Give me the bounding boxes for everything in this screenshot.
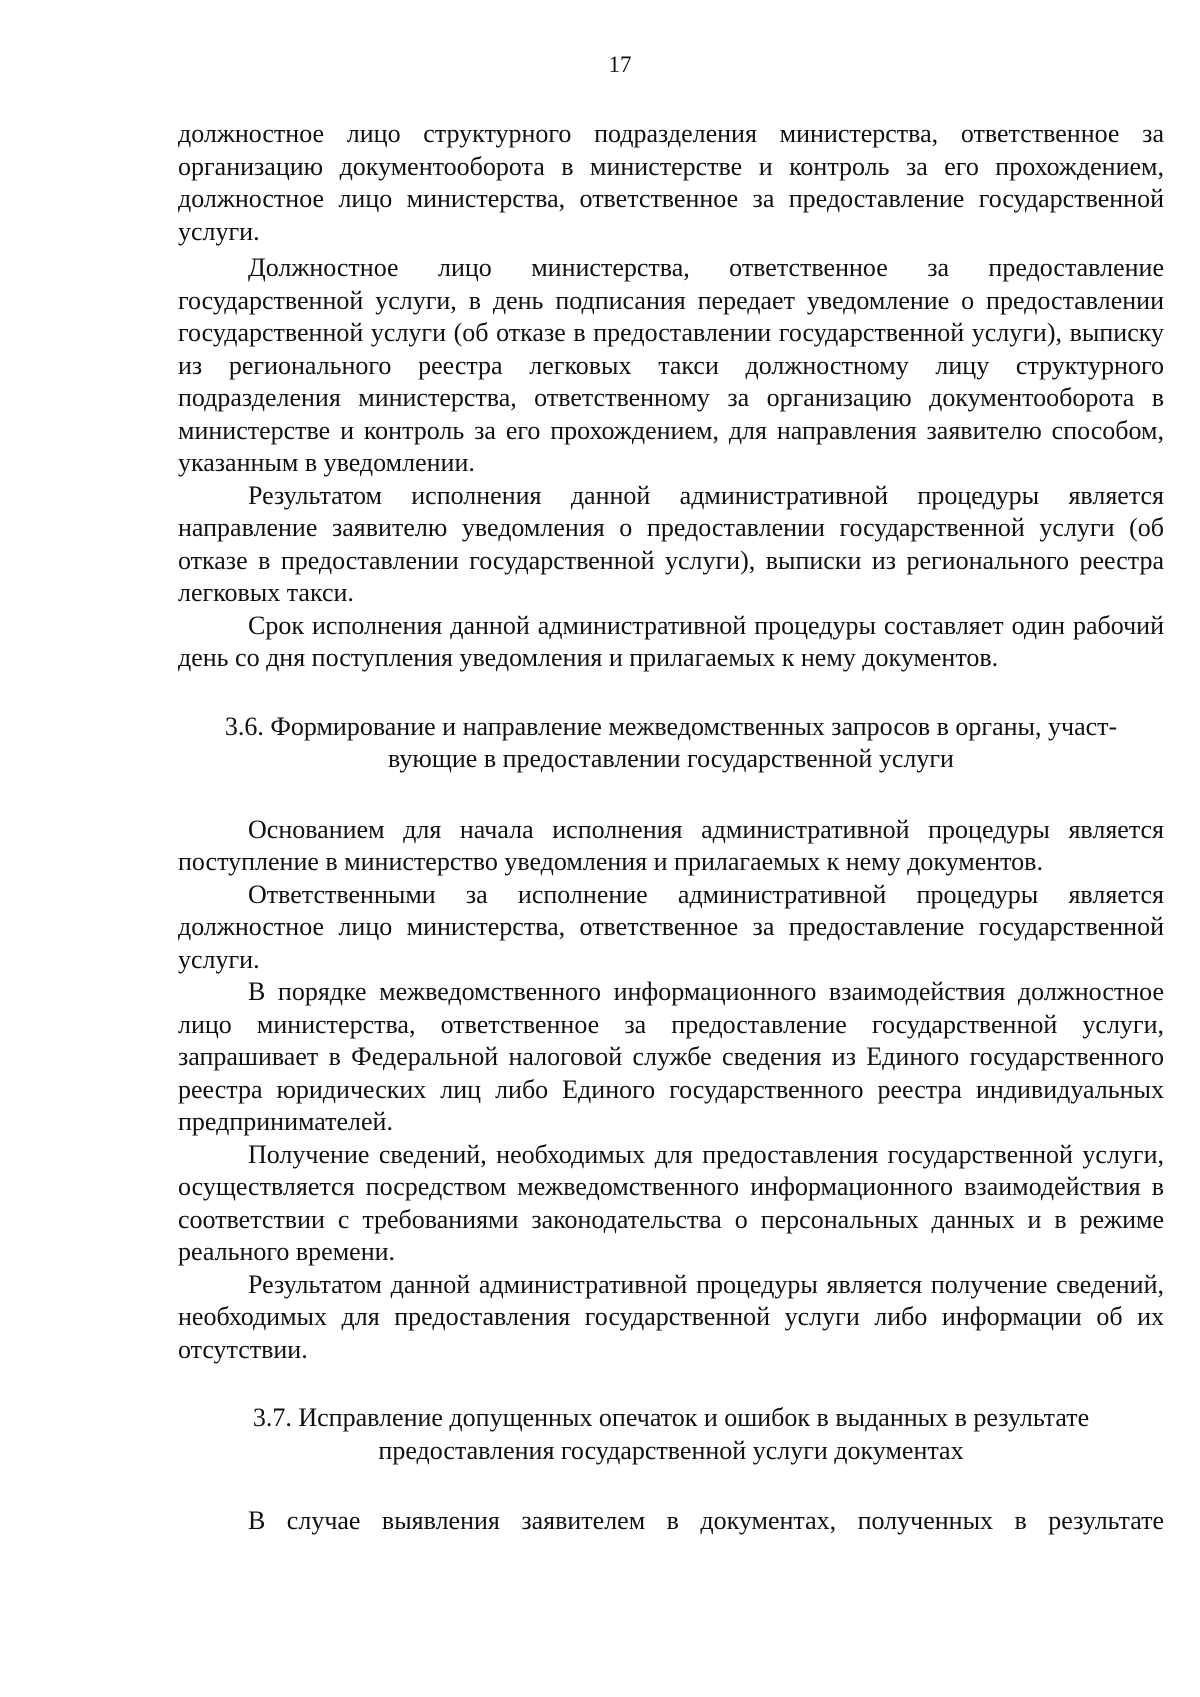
paragraph: В случае выявления заявителем в документах, полученных в результате [248, 1506, 1164, 1535]
page-number: 17 [608, 52, 632, 77]
paragraph: Получение сведений, необходимых для предоставления государственной услуги, осуществляется посредством межведомственного информационного взаимодействия в соответствии с требованиями законодательства о персональных данных и в режиме реального времени. [178, 1139, 1164, 1266]
paragraph: В порядке межведомственного информационного взаимодействия должностное лицо министерства, ответственное за предоставление государственной услуги, запрашивает в Федеральной налоговой службе сведения из Единого государственного реестра юридических лиц либо Единого государственного реестра индивидуальных предпринимателей. [178, 977, 1164, 1136]
heading-line: 3.6. Формирование и направление межведомственных запросов в органы, участ- [224, 711, 1118, 741]
heading-line: предоставления государственной услуги документах [378, 1435, 964, 1465]
section-heading-3-7 [178, 1402, 1164, 1467]
paragraph: Срок исполнения данной административной процедуры составляет один рабочий день со дня поступления уведомления и прилагаемых к нему документов. [178, 610, 1164, 672]
paragraph: должностное лицо структурного подразделения министерства, ответственное за организацию документооборота в министерстве и контроль за его прохождением, должностное лицо министерства, ответственное за предоставление государственной услуги. [178, 119, 1164, 246]
paragraph: Результатом данной административной процедуры является получение сведений, необходимых для предоставления государственной услуги либо информации об их отсутствии. [178, 1269, 1164, 1364]
heading-line: 3.7. Исправление допущенных опечаток и ошибок в выданных в результате [252, 1403, 1090, 1432]
paragraph: Основанием для начала исполнения административной процедуры является поступление в министерство уведомления и прилагаемых к нему документов. [178, 814, 1164, 876]
document-body [178, 118, 1164, 1538]
paragraph: Должностное лицо министерства, ответственное за предоставление государственной услуги, в день подписания передает уведомление о предоставлении государственной услуги (об отказе в предоставлении государственной услуги), выписку из регионального реестра легковых такси должностному лицу структурного подразделения министерства, ответственному за организацию документооборота в министерстве и контроль за его прохождением, для направления заявителю способом, указанным в уведомлении. [178, 253, 1164, 477]
paragraph: Результатом исполнения данной административной процедуры является направление заявителю уведомления о предоставлении государственной услуги (об отказе в предоставлении государственной услуги), выписки из регионального реестра легковых такси. [178, 480, 1164, 607]
paragraph: Ответственными за исполнение административной процедуры является должностное лицо министерства, ответственное за предоставление государственной услуги. [178, 879, 1164, 974]
section-heading-3-6 [178, 711, 1164, 776]
heading-line: вующие в предоставлении государственной услуги [388, 744, 954, 773]
